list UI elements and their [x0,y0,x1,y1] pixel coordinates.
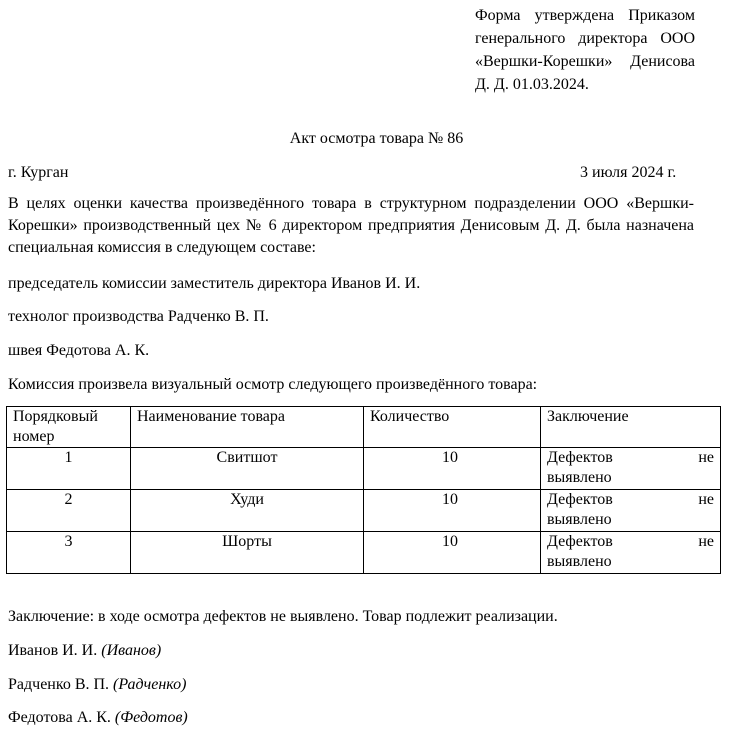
conclusion-word-3: выявлено [547,553,612,570]
conclusion-word-2: не [698,533,714,550]
header-conclusion: Заключение [541,407,721,448]
header-number: Порядковый номер [7,407,131,448]
conclusion-word-3: выявлено [547,511,612,528]
header-quantity: Количество [364,407,541,448]
commission-member-technologist: технолог производства Радченко В. П. [8,308,269,325]
city: г. Курган [8,164,69,181]
row-number: 3 [7,532,131,574]
inspection-text: Комиссия произвела визуальный осмотр следующего произведённого товара: [8,376,538,393]
row-conclusion [541,532,721,574]
table-row [7,448,721,490]
table-row [7,532,721,574]
header-name: Наименование товара [131,407,364,448]
row-number: 2 [7,490,131,532]
intro-paragraph: В целях оценки качества произведённого товара в структурном подразделении ООО «Вершки-Корешки» производственный цех № 6 директором предприятия Денисовым Д. Д. была назначена специальная комиссия в следующем составе: [8,195,694,256]
conclusion-text: Заключение: в ходе осмотра дефектов не выявлено. Товар подлежит реализации. [8,608,558,625]
table-header-row [7,407,721,448]
commission-member-chairman: председатель комиссии заместитель директора Иванов И. И. [8,275,421,292]
signatory-name: Радченко В. П. [8,676,110,693]
signature-fedotova [8,706,188,729]
row-number: 1 [7,448,131,490]
row-quantity: 10 [364,532,541,574]
row-name: Худи [131,490,364,532]
row-name: Шорты [131,532,364,574]
signature-ivanov [8,639,161,662]
goods-table [6,406,721,574]
row-conclusion [541,448,721,490]
signature-mark: (Иванов) [101,642,162,659]
commission-member-seamstress: швея Федотова А. К. [8,342,150,359]
conclusion-word-2: не [698,449,714,466]
approval-stamp: Форма утверждена Приказом генерального директора ООО «Вершки-Корешки» Денисова Д. Д. 01.03.2024. [475,7,695,93]
row-conclusion [541,490,721,532]
document-date: 3 июля 2024 г. [580,164,677,181]
conclusion-word-1: Дефектов [547,533,613,550]
signatory-name: Федотова А. К. [8,709,111,726]
signature-mark: (Федотов) [114,709,188,726]
row-quantity: 10 [364,490,541,532]
signatory-name: Иванов И. И. [8,642,98,659]
conclusion-word-2: не [698,491,714,508]
row-name: Свитшот [131,448,364,490]
document-title: Акт осмотра товара № 86 [289,130,464,147]
row-quantity: 10 [364,448,541,490]
signature-radchenko [8,673,187,696]
conclusion-word-3: выявлено [547,469,612,486]
conclusion-word-1: Дефектов [547,449,613,466]
table-row [7,490,721,532]
conclusion-word-1: Дефектов [547,491,613,508]
signature-mark: (Радченко) [113,676,187,693]
